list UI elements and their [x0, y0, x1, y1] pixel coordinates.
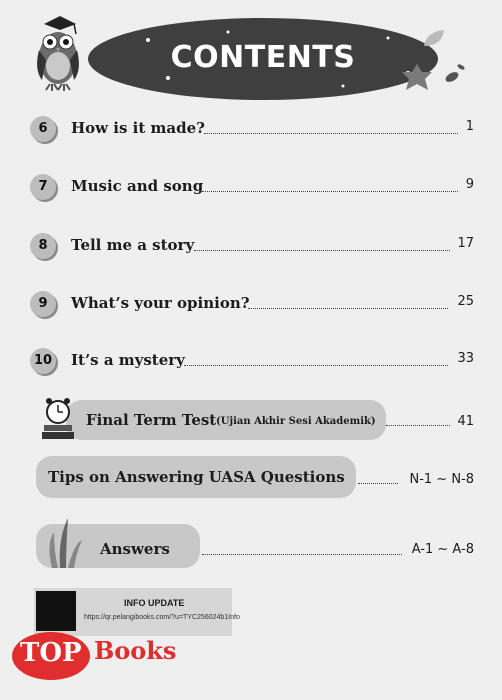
chapter-number-badge: 6 — [30, 116, 56, 142]
leaf-icon — [456, 62, 466, 72]
page-number: 33 — [457, 351, 474, 366]
dot-leader — [184, 365, 448, 366]
owl-mascot-icon — [30, 10, 86, 94]
chapter-number-badge: 7 — [30, 174, 56, 200]
chapter-title: Music and song — [71, 177, 204, 195]
alarm-clock-books-icon — [40, 396, 76, 442]
leaf-icon — [444, 70, 460, 84]
page-number: N-1 ~ N-8 — [409, 472, 474, 487]
page-number: 25 — [457, 294, 474, 309]
dot-leader — [386, 425, 450, 426]
chapter-title: It’s a mystery — [71, 351, 185, 369]
final-term-test-title: Final Term Test — [86, 411, 217, 429]
chapter-title: Tell me a story — [71, 236, 195, 254]
topbooks-logo-books: Books — [94, 636, 177, 665]
page-number: 41 — [457, 414, 474, 429]
page-number: 1 — [465, 119, 474, 134]
answers-title: Answers — [100, 540, 170, 558]
page-number: 9 — [465, 177, 474, 192]
tips-title: Tips on Answering UASA Questions — [48, 468, 345, 486]
final-term-test-subtitle: (Ujian Akhir Sesi Akademik) — [216, 416, 376, 427]
chapter-title: What’s your opinion? — [71, 294, 250, 312]
toc-row-chapter-8[interactable] — [30, 231, 474, 261]
qr-code[interactable] — [36, 591, 76, 631]
dot-leader — [194, 250, 450, 251]
dot-leader — [358, 483, 398, 484]
leaf-icon — [400, 62, 434, 92]
dot-leader — [202, 554, 402, 555]
chapter-number-badge: 10 — [30, 348, 56, 374]
dot-leader — [248, 308, 448, 309]
page-title: CONTENTS — [170, 40, 356, 75]
info-update-url[interactable]: https://qr.pelangibooks.com/?u=TYC256024b1Info — [84, 614, 240, 621]
toc-row-chapter-10[interactable] — [30, 346, 474, 376]
toc-row-chapter-9[interactable] — [30, 289, 474, 319]
toc-row-chapter-7[interactable] — [30, 172, 474, 202]
chapter-number-badge: 8 — [30, 233, 56, 259]
dot-leader — [204, 133, 458, 134]
page-number: A-1 ~ A-8 — [411, 542, 474, 557]
grass-plant-icon — [44, 514, 84, 568]
chapter-title: How is it made? — [71, 119, 205, 137]
chapter-number-badge: 9 — [30, 291, 56, 317]
toc-row-chapter-6[interactable] — [30, 114, 474, 144]
page-number: 17 — [457, 236, 474, 251]
leaf-icon — [422, 28, 446, 50]
dot-leader — [202, 191, 458, 192]
info-update-title: INFO UPDATE — [124, 598, 185, 608]
topbooks-logo-top: TOP — [20, 638, 82, 668]
